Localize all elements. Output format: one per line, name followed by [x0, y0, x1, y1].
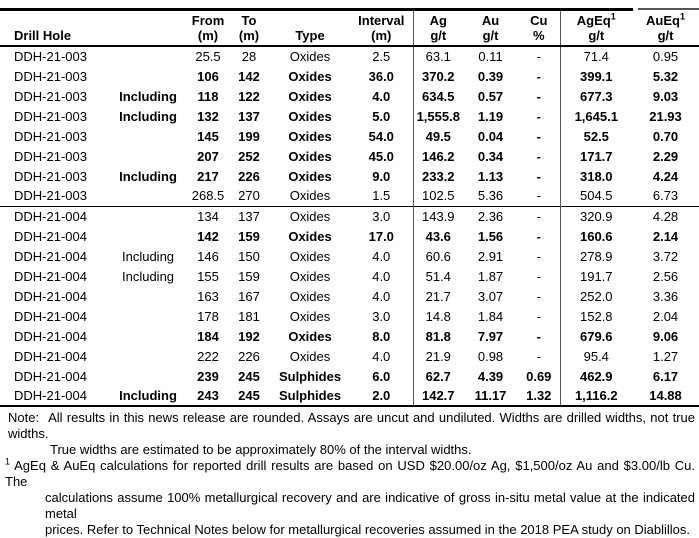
cell-cu: - — [518, 306, 560, 326]
cell-ageq: 1,116.2 — [560, 386, 632, 406]
cell-cu: - — [518, 146, 560, 166]
cell-ageq: 1,645.1 — [574, 108, 618, 124]
cell-aueq: 1.27 — [652, 348, 679, 364]
cell-to: 181 — [238, 308, 260, 324]
cell-to: 159 — [238, 228, 260, 244]
cell-from: 106 — [197, 68, 219, 84]
cell-qualifier — [108, 226, 188, 246]
cell-from: 142 — [197, 228, 219, 244]
cell-interval: 4.0 — [350, 86, 413, 106]
header-to-label: To — [241, 13, 257, 28]
cell-aueq: 21.93 — [649, 108, 682, 124]
cell-ag: 634.5 — [421, 88, 455, 104]
header-ageq — [560, 11, 632, 46]
cell-from: 132 — [197, 108, 219, 124]
cell-qualifier: Including — [119, 108, 177, 124]
cell-ag: 102.5 — [421, 188, 455, 204]
cell-drill-hole: DDH-21-004 — [14, 248, 87, 264]
cell-interval: 17.0 — [350, 226, 413, 246]
cell-au: 0.98 — [477, 348, 504, 364]
cell-au: 1.13 — [477, 168, 504, 184]
table-row — [0, 366, 699, 386]
cell-interval: 9.0 — [350, 166, 413, 186]
cell-aueq: 0.70 — [652, 128, 679, 144]
cell-cu: - — [518, 206, 560, 226]
table-row — [0, 146, 699, 166]
cell-ag: 62.7 — [425, 368, 451, 384]
cell-type: Oxides — [289, 49, 331, 64]
cell-drill-hole: DDH-21-003 — [14, 68, 87, 84]
cell-drill-hole: DDH-21-003 — [14, 49, 87, 64]
cell-ag: 63.1 — [425, 49, 451, 64]
cell-interval: 8.0 — [350, 326, 413, 346]
cell-to: 245 — [228, 386, 270, 406]
note-label: Note: — [8, 410, 40, 425]
table-row — [0, 246, 699, 266]
table-row — [0, 226, 699, 246]
cell-type: Oxides — [288, 128, 332, 144]
cell-qualifier — [108, 66, 188, 86]
cell-ageq: 504.5 — [579, 188, 613, 204]
cell-type: Oxides — [288, 228, 332, 244]
cell-ageq: 252.0 — [579, 288, 613, 304]
cell-au: 0.11 — [478, 49, 503, 64]
cell-ag: 21.7 — [425, 288, 451, 304]
cell-qualifier — [108, 186, 188, 206]
cell-ageq: 71.4 — [583, 49, 609, 64]
cell-to: 122 — [238, 88, 260, 104]
cell-ageq: 152.8 — [579, 308, 613, 324]
cell-interval: 4.0 — [350, 246, 413, 266]
footnote-line-1 — [5, 458, 695, 490]
header-type-label: Type — [295, 28, 325, 43]
cell-from: 118 — [197, 88, 219, 104]
cell-au: 2.36 — [463, 206, 518, 226]
cell-drill-hole: DDH-21-004 — [0, 386, 108, 406]
cell-to: 159 — [238, 268, 260, 284]
cell-from: 268.5 — [191, 188, 225, 204]
cell-drill-hole: DDH-21-004 — [0, 206, 108, 226]
cell-cu: - — [518, 126, 560, 146]
cell-drill-hole: DDH-21-004 — [14, 268, 87, 284]
top-border-segment-right — [638, 8, 699, 10]
header-ag-unit: g/t — [430, 28, 447, 43]
cell-qualifier — [108, 146, 188, 166]
header-cu — [518, 11, 560, 46]
cell-drill-hole: DDH-21-004 — [14, 328, 87, 344]
table-row — [0, 186, 699, 206]
header-ag-label: Ag — [429, 13, 447, 28]
header-drill-hole-label: Drill Hole — [14, 28, 72, 43]
cell-qualifier: Including — [121, 268, 175, 284]
header-ageq-footnote-marker: 1 — [610, 11, 616, 22]
cell-type: Oxides — [288, 148, 332, 164]
cell-to: 28 — [241, 49, 257, 64]
cell-cu: 0.69 — [518, 366, 560, 386]
header-au-label: Au — [481, 13, 500, 28]
cell-from: 217 — [197, 168, 219, 184]
cell-cu: - — [518, 286, 560, 306]
header-aueq-label: AuEq$^1$ — [646, 11, 685, 28]
table-row — [0, 266, 699, 286]
header-interval-label: Interval — [358, 13, 405, 28]
cell-type: Oxides — [288, 88, 332, 104]
cell-aueq: 2.04 — [652, 308, 679, 324]
cell-qualifier — [108, 366, 188, 386]
top-border-segment-left — [0, 8, 633, 11]
cell-to: 167 — [238, 288, 260, 304]
cell-ageq: 677.3 — [579, 88, 613, 104]
cell-ag: 49.5 — [425, 128, 451, 144]
header-interval-unit: (m) — [371, 28, 392, 43]
cell-drill-hole: DDH-21-003 — [14, 188, 87, 204]
cell-aueq: 0.95 — [652, 49, 679, 64]
footnote-text-1: AgEq & AuEq calculations for reported drill results are based on USD $20.00/oz Ag, $1,500/oz Au and $3.00/lb Cu. The — [5, 458, 695, 489]
header-ageq-label: AgEq$^1$ — [576, 11, 616, 28]
cell-from: 239 — [197, 368, 219, 384]
cell-aueq: 3.36 — [652, 288, 679, 304]
cell-from: 134 — [188, 206, 228, 226]
cell-type: Sulphides — [270, 386, 350, 406]
cell-interval: 36.0 — [350, 66, 413, 86]
header-au-unit: g/t — [482, 28, 499, 43]
cell-ag: 233.2 — [421, 168, 455, 184]
note-text-1: All results in this news release are rounded. Assays are uncut and undiluted. Widths are drilled widths, not true widths. — [8, 410, 695, 441]
table-header-row — [0, 11, 699, 46]
cell-to: 252 — [238, 148, 260, 164]
cell-type: Oxides — [289, 268, 331, 284]
cell-au: 1.56 — [477, 228, 504, 244]
cell-interval: 45.0 — [350, 146, 413, 166]
cell-type: Sulphides — [278, 368, 342, 384]
cell-au: 0.57 — [477, 88, 504, 104]
cell-from: 243 — [188, 386, 228, 406]
drill-results-table — [0, 11, 699, 407]
cell-interval: 54.0 — [350, 126, 413, 146]
header-type — [270, 11, 350, 46]
cell-qualifier — [108, 206, 188, 226]
cell-drill-hole: DDH-21-004 — [14, 288, 87, 304]
header-aueq — [632, 11, 699, 46]
cell-ageq: 278.9 — [579, 248, 613, 264]
cell-qualifier: Including — [121, 248, 175, 264]
cell-ag: 81.8 — [425, 328, 451, 344]
footnote-marker: 1 — [5, 456, 11, 467]
cell-type: Oxides — [289, 188, 331, 204]
cell-interval: 3.0 — [350, 206, 413, 226]
cell-from: 155 — [197, 268, 219, 284]
cell-drill-hole: DDH-21-003 — [14, 88, 87, 104]
cell-interval: 4.0 — [350, 266, 413, 286]
header-au — [463, 11, 518, 46]
cell-type: Oxides — [289, 288, 331, 304]
cell-aueq: 14.88 — [632, 386, 699, 406]
cell-aueq: 2.56 — [652, 268, 679, 284]
cell-cu: 1.32 — [518, 386, 560, 406]
cell-au: 5.36 — [477, 188, 504, 204]
cell-type: Oxides — [288, 108, 332, 124]
cell-from: 222 — [197, 348, 219, 364]
cell-qualifier — [108, 306, 188, 326]
cell-ageq: 160.6 — [579, 228, 613, 244]
table-row — [0, 106, 699, 126]
cell-from: 163 — [197, 288, 219, 304]
header-aueq-footnote-marker: 1 — [679, 11, 685, 22]
header-cu-label: Cu — [530, 13, 548, 28]
cell-ag: 51.4 — [425, 268, 451, 284]
header-from-unit: (m) — [197, 28, 219, 43]
table-row — [0, 346, 699, 366]
cell-aueq: 3.72 — [652, 248, 679, 264]
cell-ageq: 462.9 — [579, 368, 613, 384]
cell-cu: - — [518, 226, 560, 246]
cell-interval: 3.0 — [350, 306, 413, 326]
cell-au: 0.04 — [477, 128, 504, 144]
cell-from: 25.5 — [195, 49, 221, 64]
cell-ag: 142.7 — [413, 386, 463, 406]
cell-qualifier — [108, 286, 188, 306]
header-to-unit: (m) — [238, 28, 260, 43]
cell-ageq: 320.9 — [560, 206, 632, 226]
cell-ag: 14.8 — [425, 308, 451, 324]
cell-to: 199 — [238, 128, 260, 144]
cell-interval: 4.0 — [350, 286, 413, 306]
table-footnotes — [0, 407, 699, 538]
cell-drill-hole: DDH-21-003 — [14, 168, 87, 184]
cell-au: 2.91 — [477, 248, 504, 264]
table-row — [0, 66, 699, 86]
footnote-line-2: calculations assume 100% metallurgical recovery and are indicative of gross in-situ metal value at the indicated metal — [45, 490, 695, 521]
cell-from: 145 — [197, 128, 219, 144]
cell-type: Oxides — [288, 68, 332, 84]
cell-to: 137 — [238, 108, 260, 124]
cell-interval: 4.0 — [350, 346, 413, 366]
header-from-label: From — [191, 13, 225, 28]
cell-aueq: 6.17 — [652, 368, 679, 384]
table-row — [0, 166, 699, 186]
table-row — [0, 386, 699, 406]
header-cu-unit: % — [532, 28, 545, 43]
cell-cu: - — [518, 46, 560, 66]
cell-drill-hole: DDH-21-003 — [14, 128, 87, 144]
cell-au: 0.39 — [477, 68, 504, 84]
cell-aueq: 5.32 — [652, 68, 679, 84]
cell-from: 184 — [197, 328, 219, 344]
cell-qualifier — [108, 326, 188, 346]
cell-ageq: 191.7 — [579, 268, 613, 284]
cell-type: Oxides — [289, 308, 331, 324]
cell-ag: 143.9 — [413, 206, 463, 226]
cell-ageq: 679.6 — [579, 328, 613, 344]
cell-type: Oxides — [270, 206, 350, 226]
note-line-2: True widths are estimated to be approximately 80% of the interval widths. — [50, 442, 472, 457]
cell-au: 1.87 — [477, 268, 504, 284]
cell-qualifier — [108, 346, 188, 366]
cell-aueq: 4.28 — [632, 206, 699, 226]
cell-drill-hole: DDH-21-004 — [14, 368, 87, 384]
cell-drill-hole: DDH-21-004 — [14, 228, 87, 244]
cell-au: 3.07 — [477, 288, 504, 304]
cell-cu: - — [518, 66, 560, 86]
cell-qualifier: Including — [108, 386, 188, 406]
table-row — [0, 326, 699, 346]
cell-au: 1.19 — [477, 108, 504, 124]
cell-to: 245 — [238, 368, 260, 384]
cell-type: Oxides — [289, 248, 331, 264]
cell-to: 137 — [228, 206, 270, 226]
footnote-line-3: prices. Refer to Technical Notes below for metallurgical recoveries assumed in the 2018 PEA study on Diablillos. — [45, 522, 691, 537]
table-body — [0, 46, 699, 406]
header-from — [188, 11, 228, 46]
cell-aueq: 4.24 — [652, 168, 679, 184]
cell-type: Oxides — [289, 348, 331, 364]
cell-type: Oxides — [288, 168, 332, 184]
cell-ag: 21.9 — [425, 348, 451, 364]
cell-type: Oxides — [288, 328, 332, 344]
cell-to: 270 — [238, 188, 260, 204]
header-interval — [350, 11, 413, 46]
cell-interval: 6.0 — [350, 366, 413, 386]
cell-to: 142 — [238, 68, 260, 84]
table-row — [0, 206, 699, 226]
cell-to: 150 — [238, 248, 260, 264]
cell-au: 0.34 — [477, 148, 504, 164]
cell-ag: 1,555.8 — [416, 108, 460, 124]
cell-ag: 370.2 — [421, 68, 455, 84]
cell-ag: 146.2 — [421, 148, 455, 164]
cell-cu: - — [518, 346, 560, 366]
cell-cu: - — [518, 326, 560, 346]
cell-aueq: 9.06 — [652, 328, 679, 344]
header-ag — [413, 11, 463, 46]
table-top-border — [0, 8, 699, 11]
cell-to: 226 — [238, 348, 260, 364]
cell-drill-hole: DDH-21-003 — [14, 148, 87, 164]
cell-qualifier — [108, 46, 188, 66]
cell-from: 178 — [197, 308, 219, 324]
cell-cu: - — [518, 106, 560, 126]
header-ageq-unit: g/t — [588, 28, 605, 43]
cell-from: 146 — [197, 248, 219, 264]
header-aueq-unit: g/t — [657, 28, 674, 43]
cell-cu: - — [518, 186, 560, 206]
cell-cu: - — [518, 166, 560, 186]
cell-ageq: 318.0 — [579, 168, 613, 184]
cell-drill-hole: DDH-21-004 — [14, 348, 87, 364]
table-row — [0, 46, 699, 66]
cell-qualifier: Including — [119, 168, 177, 184]
cell-au: 1.84 — [477, 308, 504, 324]
cell-qualifier: Including — [119, 88, 177, 104]
cell-cu: - — [518, 266, 560, 286]
cell-ageq: 95.4 — [583, 348, 609, 364]
cell-drill-hole: DDH-21-003 — [14, 108, 87, 124]
cell-aueq: 2.29 — [652, 148, 679, 164]
cell-ageq: 399.1 — [579, 68, 613, 84]
cell-aueq: 6.73 — [652, 188, 679, 204]
table-row — [0, 86, 699, 106]
cell-qualifier — [108, 126, 188, 146]
cell-ag: 43.6 — [425, 228, 451, 244]
cell-interval: 2.0 — [350, 386, 413, 406]
cell-cu: - — [518, 246, 560, 266]
cell-to: 226 — [238, 168, 260, 184]
cell-au: 7.97 — [477, 328, 504, 344]
cell-ag: 60.6 — [425, 248, 451, 264]
table-row — [0, 126, 699, 146]
cell-interval: 2.5 — [350, 46, 413, 66]
cell-interval: 5.0 — [350, 106, 413, 126]
cell-from: 207 — [197, 148, 219, 164]
cell-interval: 1.5 — [350, 186, 413, 206]
header-to — [228, 11, 270, 46]
table-row — [0, 306, 699, 326]
cell-aueq: 9.03 — [652, 88, 679, 104]
cell-cu: - — [518, 86, 560, 106]
note-line-1 — [5, 410, 695, 442]
table-row — [0, 286, 699, 306]
cell-au: 11.17 — [463, 386, 518, 406]
cell-au: 4.39 — [477, 368, 504, 384]
cell-ageq: 171.7 — [579, 148, 613, 164]
cell-ageq: 52.5 — [583, 128, 609, 144]
header-drill-hole — [0, 11, 188, 46]
cell-to: 192 — [238, 328, 260, 344]
drill-results-page — [0, 8, 699, 537]
cell-aueq: 2.14 — [652, 228, 679, 244]
cell-drill-hole: DDH-21-004 — [14, 308, 87, 324]
